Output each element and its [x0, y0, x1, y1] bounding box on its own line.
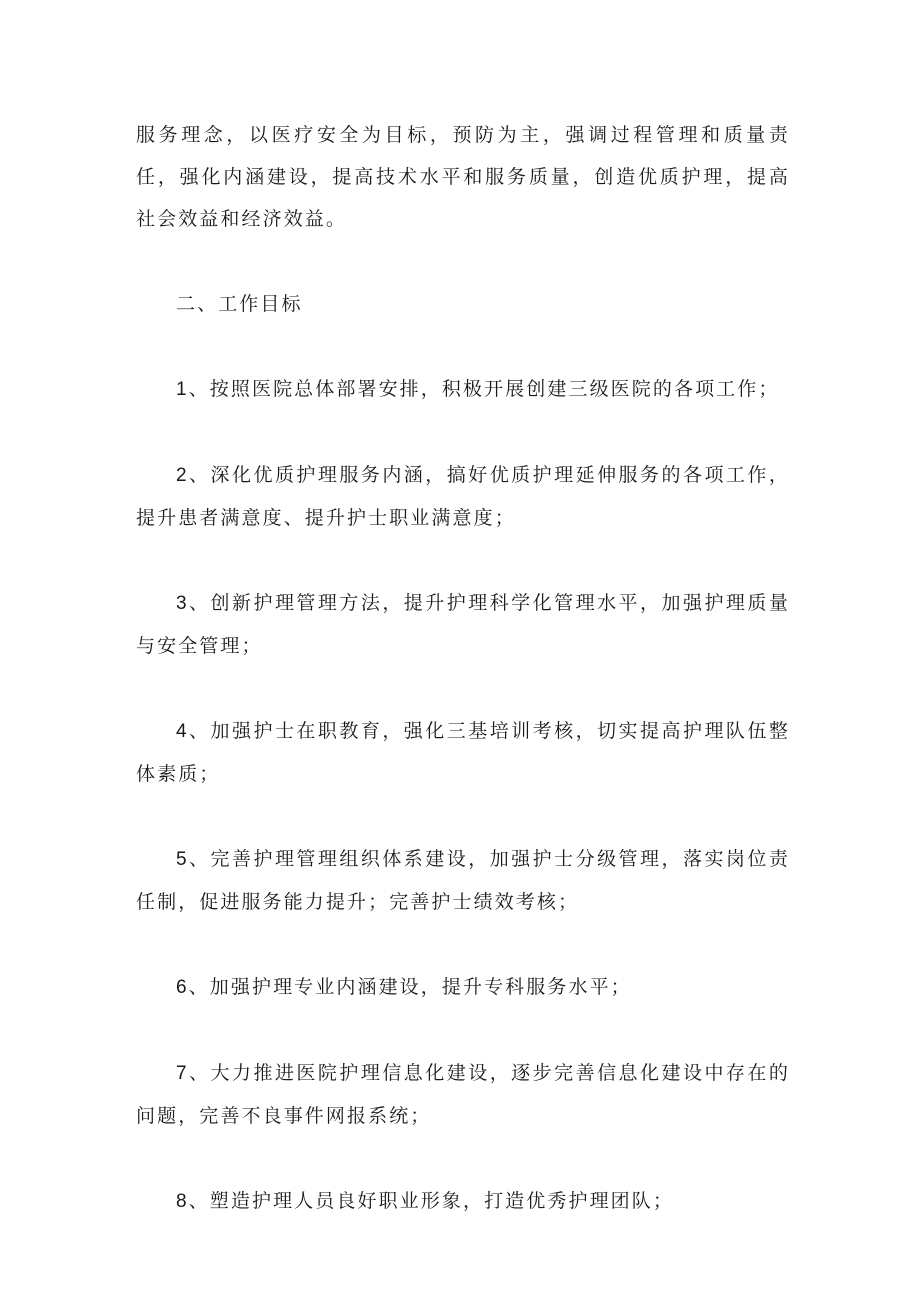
- list-item: [136, 838, 790, 923]
- item-number: 7: [176, 1063, 189, 1084]
- item-text: 、加强护士在职教育，强化三基培训考核，切实提高护理队伍整体素质；: [136, 720, 790, 785]
- list-item: [136, 1180, 790, 1223]
- item-text: 、加强护理专业内涵建设，提升专科服务水平；: [188, 976, 632, 998]
- list-item: [136, 368, 790, 411]
- item-number: 8: [176, 1191, 189, 1212]
- item-text: 、大力推进医院护理信息化建设，逐步完善信息化建设中存在的问题，完善不良事件网报系统；: [136, 1062, 790, 1127]
- item-text: 、按照医院总体部署安排，积极开展创建三级医院的各项工作；: [188, 378, 780, 400]
- list-item: [136, 582, 790, 667]
- list-item: [136, 454, 790, 539]
- document-page: [136, 114, 790, 1266]
- item-text: 、创新护理管理方法，提升护理科学化管理水平，加强护理质量与安全管理；: [136, 592, 790, 657]
- item-number: 1: [176, 379, 189, 400]
- section-heading: 二、工作目标: [176, 293, 303, 315]
- item-number: 4: [176, 721, 189, 742]
- item-text: 、塑造护理人员良好职业形象，打造优秀护理团队；: [188, 1190, 674, 1212]
- intro-paragraph: 服务理念，以医疗安全为目标，预防为主，强调过程管理和质量责任，强化内涵建设，提高技术水平和服务质量，创造优质护理，提高社会效益和经济效益。: [136, 124, 790, 230]
- item-number: 5: [176, 849, 189, 870]
- item-number: 2: [176, 465, 189, 486]
- item-text: 、完善护理管理组织体系建设，加强护士分级管理，落实岗位责任制，促进服务能力提升；完善护士绩效考核；: [136, 848, 790, 913]
- item-text: 、深化优质护理服务内涵，搞好优质护理延伸服务的各项工作，提升患者满意度、提升护士职业满意度；: [136, 464, 790, 529]
- item-number: 3: [176, 593, 189, 614]
- list-item: [136, 1052, 790, 1137]
- list-item: [136, 966, 790, 1009]
- list-item: [136, 710, 790, 795]
- item-number: 6: [176, 977, 189, 998]
